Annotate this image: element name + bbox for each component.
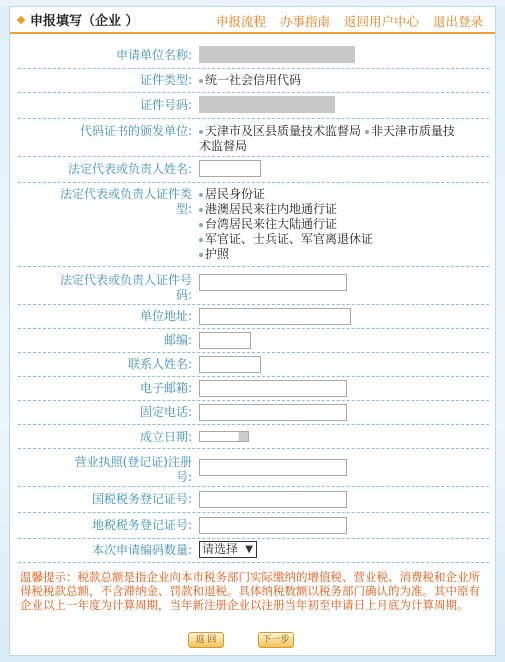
id-type-radio-hkmo[interactable]: 港澳居民来往内地通行证 (199, 202, 373, 217)
row-local-tax (18, 513, 489, 539)
cert-no-value (199, 96, 335, 113)
row-address (18, 305, 489, 329)
panel-header (10, 7, 495, 34)
diamond-icon (17, 15, 25, 23)
phone-label: 固定电话: (139, 405, 192, 419)
row-cert-type (18, 69, 489, 93)
id-type-radio-military[interactable]: 军官证、士兵证、军官离退休证 (199, 232, 373, 247)
bullet-icon (199, 79, 203, 83)
row-cert-no (18, 93, 489, 119)
founded-date-input[interactable] (199, 431, 249, 442)
legal-id-type-options (199, 187, 373, 262)
postcode-input[interactable] (199, 332, 251, 349)
national-tax-input[interactable] (199, 491, 347, 508)
license-input[interactable] (199, 459, 347, 476)
legal-id-type-label: 法定代表或负责人证件类 型: (59, 187, 192, 216)
contact-input[interactable] (199, 356, 261, 373)
address-label: 单位地址: (139, 309, 192, 323)
warm-tip: 温馨提示：税款总额是指企业向本市税务部门实际缴纳的增值税、营业税、消费税和企业所得税税款总额，不含滞纳金、罚款和退税。具体纳税数额以税务部门确认的为准。其中原有企业以上一年度为计算周期，当年新注册企业以注册当年初至申请日上月底为计算周期。 (20, 570, 480, 612)
row-legal-id-type (18, 183, 489, 267)
founded-label: 成立日期: (139, 430, 192, 444)
address-input[interactable] (199, 308, 351, 325)
issuer-radio-other[interactable]: 非天津市质量技 (365, 124, 455, 138)
cert-type-value: 统一社会信用代码 (199, 73, 301, 88)
code-count-select[interactable]: 请选择 ▼ (199, 541, 257, 558)
contact-label: 联系人姓名: (127, 357, 192, 371)
national-tax-label: 国税税务登记证号: (91, 492, 192, 506)
link-logout[interactable]: 退出登录 (432, 14, 483, 29)
company-name-label: 申请单位名称: (115, 48, 192, 62)
link-process[interactable]: 申报流程 (215, 14, 266, 29)
link-user-center[interactable]: 返回用户中心 (343, 14, 419, 29)
row-code-count (18, 539, 489, 563)
local-tax-label: 地税税务登记证号: (91, 518, 192, 532)
row-email (18, 377, 489, 401)
row-national-tax (18, 487, 489, 513)
row-phone (18, 401, 489, 425)
row-license (18, 449, 489, 487)
next-button[interactable]: 下一步 (258, 632, 294, 648)
row-company-name (18, 43, 489, 69)
license-label: 营业执照(登记证)注册 号: (74, 455, 192, 484)
issuer-option-wrap: 术监督局 (199, 139, 248, 153)
id-type-radio-resident[interactable]: 居民身份证 (199, 187, 373, 202)
postcode-label: 邮编: (163, 333, 192, 347)
legal-id-no-label: 法定代表或负责人证件号 码: (59, 273, 192, 302)
email-input[interactable] (199, 380, 347, 397)
row-issuer (18, 119, 489, 157)
phone-input[interactable] (199, 404, 347, 421)
row-legal-id-no (18, 267, 489, 305)
legal-name-label: 法定代表或负责人姓名: (67, 162, 192, 176)
back-button[interactable]: 返 回 (188, 632, 224, 648)
form-panel (9, 6, 496, 656)
company-name-value (199, 46, 355, 63)
header-links (216, 12, 483, 30)
code-count-label: 本次申请编码数量: (91, 543, 192, 557)
row-founded (18, 425, 489, 449)
issuer-label: 代码证书的颁发单位: (79, 124, 192, 138)
row-postcode (18, 329, 489, 353)
legal-name-input[interactable] (199, 160, 261, 177)
local-tax-input[interactable] (199, 517, 347, 534)
id-type-radio-taiwan[interactable]: 台湾居民来往大陆通行证 (199, 217, 373, 232)
chevron-down-icon: ▼ (245, 544, 253, 555)
issuer-options (199, 124, 479, 154)
id-type-radio-passport[interactable]: 护照 (199, 247, 373, 262)
page-title: 申报填写（企业 ） (30, 14, 139, 29)
row-contact (18, 353, 489, 377)
issuer-radio-tianjin[interactable]: 天津市及区县质量技术监督局 (199, 124, 361, 138)
row-legal-name (18, 157, 489, 183)
email-label: 电子邮箱: (139, 381, 192, 395)
cert-type-label: 证件类型: (139, 73, 192, 87)
legal-id-no-input[interactable] (199, 274, 347, 291)
link-guide[interactable]: 办事指南 (279, 14, 330, 29)
cert-no-label: 证件号码: (139, 98, 192, 112)
